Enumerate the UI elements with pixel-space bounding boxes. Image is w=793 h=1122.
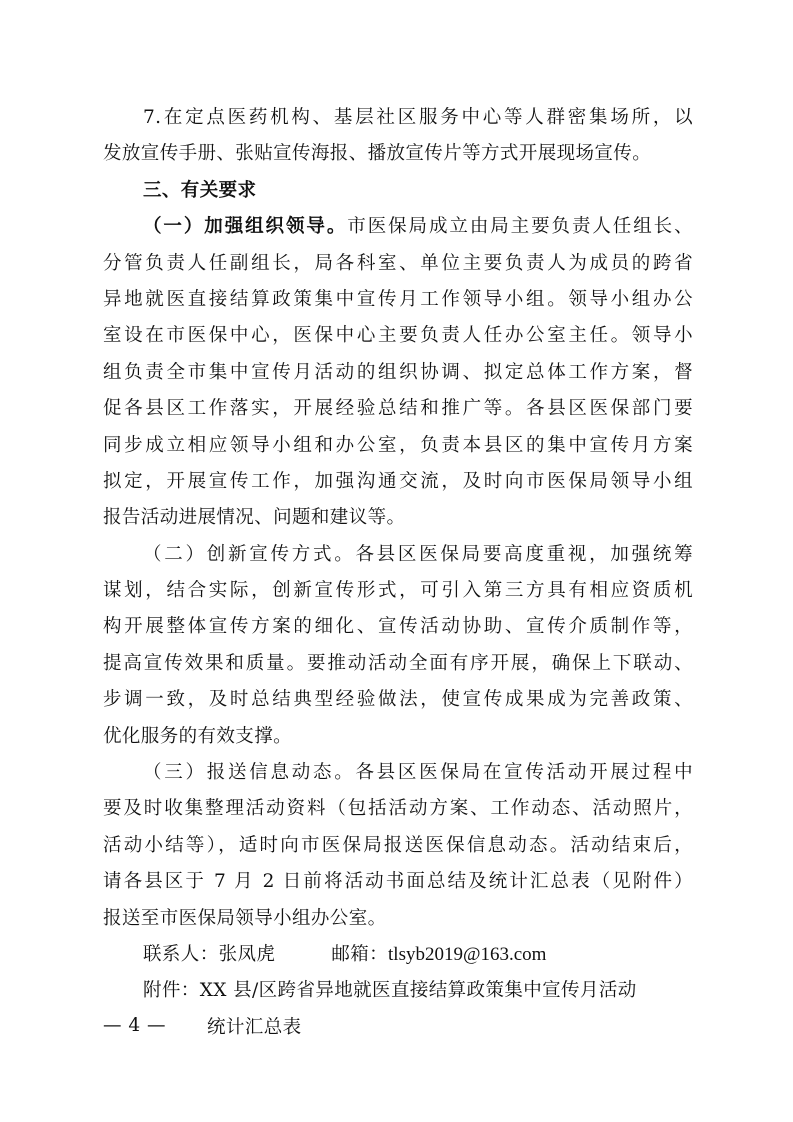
p2-line-3: 构开展整体宣传方案的细化、宣传活动协助、宣传介质制作等， (103, 616, 693, 638)
p1-line-1 (103, 209, 693, 245)
contact-person: 联系人：张凤虎 (143, 943, 276, 965)
p2-line-5: 步调一致，及时总结典型经验做法，使宣传成果成为完善政策、 (103, 689, 693, 711)
p1-line-8: 拟定，开展宣传工作，加强沟通交流，及时向市医保局领导小组 (103, 470, 693, 492)
item7-line-2: 发放宣传手册、张贴宣传海报、播放宣传片等方式开展现场宣传。 (103, 143, 652, 165)
p2-line-6: 优化服务的有效支撑。 (103, 725, 293, 747)
p1-line-6: 促各县区工作落实，开展经验总结和推广等。各县区医保部门要 (103, 398, 693, 420)
p1-line-7: 同步成立相应领导小组和办公室，负责本县区的集中宣传月方案 (103, 434, 693, 456)
contact-email-label: 邮箱： (331, 943, 389, 965)
p2-line-1: （二）创新宣传方式。各县区医保局要高度重视，加强统筹 (143, 543, 693, 565)
p2-line-2: 谋划，结合实际，创新宣传形式，可引入第三方具有相应资质机 (103, 580, 693, 602)
document-body (103, 100, 693, 1046)
contact-line (103, 937, 693, 973)
section3-heading: 三、有关要求 (143, 179, 257, 201)
contact-email-link[interactable]: tlsyb2019@163.com (388, 943, 547, 965)
p3-line-4: 请各县区于 7 月 2 日前将活动书面总结及统计汇总表（见附件） (103, 871, 693, 893)
attachment-line-1: 附件：XX 县/区跨省异地就医直接结算政策集中宣传月活动 (143, 980, 637, 1002)
p3-line-3: 活动小结等），适时向市医保局报送医保信息动态。活动结束后， (103, 834, 693, 856)
item7-line-1: 7.在定点医药机构、基层社区服务中心等人群密集场所，以 (143, 107, 693, 128)
p1-line-9: 报告活动进展情况、问题和建议等。 (103, 507, 406, 529)
p1-line-3: 异地就医直接结算政策集中宣传月工作领导小组。领导小组办公 (103, 288, 693, 310)
p3-line-2: 要及时收集整理活动资料（包括活动方案、工作动态、活动照片， (103, 798, 693, 820)
p1-line-5: 组负责全市集中宣传月活动的组织协调、拟定总体工作方案，督 (103, 361, 693, 383)
p2-line-4: 提高宣传效果和质量。要推动活动全面有序开展，确保上下联动、 (103, 652, 693, 674)
page-number: — 4 — (103, 1015, 167, 1036)
p3-line-1: （三）报送信息动态。各县区医保局在宣传活动开展过程中 (143, 762, 693, 784)
attachment-line-2: 统计汇总表 (207, 1016, 302, 1038)
p1-lead: （一）加强组织领导。 (143, 216, 348, 238)
p1-line-1-rest: 市医保局成立由局主要负责人任组长、 (347, 216, 693, 238)
p1-line-2: 分管负责人任副组长，局各科室、单位主要负责人为成员的跨省 (103, 252, 693, 274)
p1-line-4: 室设在市医保中心，医保中心主要负责人任办公室主任。领导小 (103, 325, 693, 347)
p3-line-5: 报送至市医保局领导小组办公室。 (103, 907, 387, 929)
